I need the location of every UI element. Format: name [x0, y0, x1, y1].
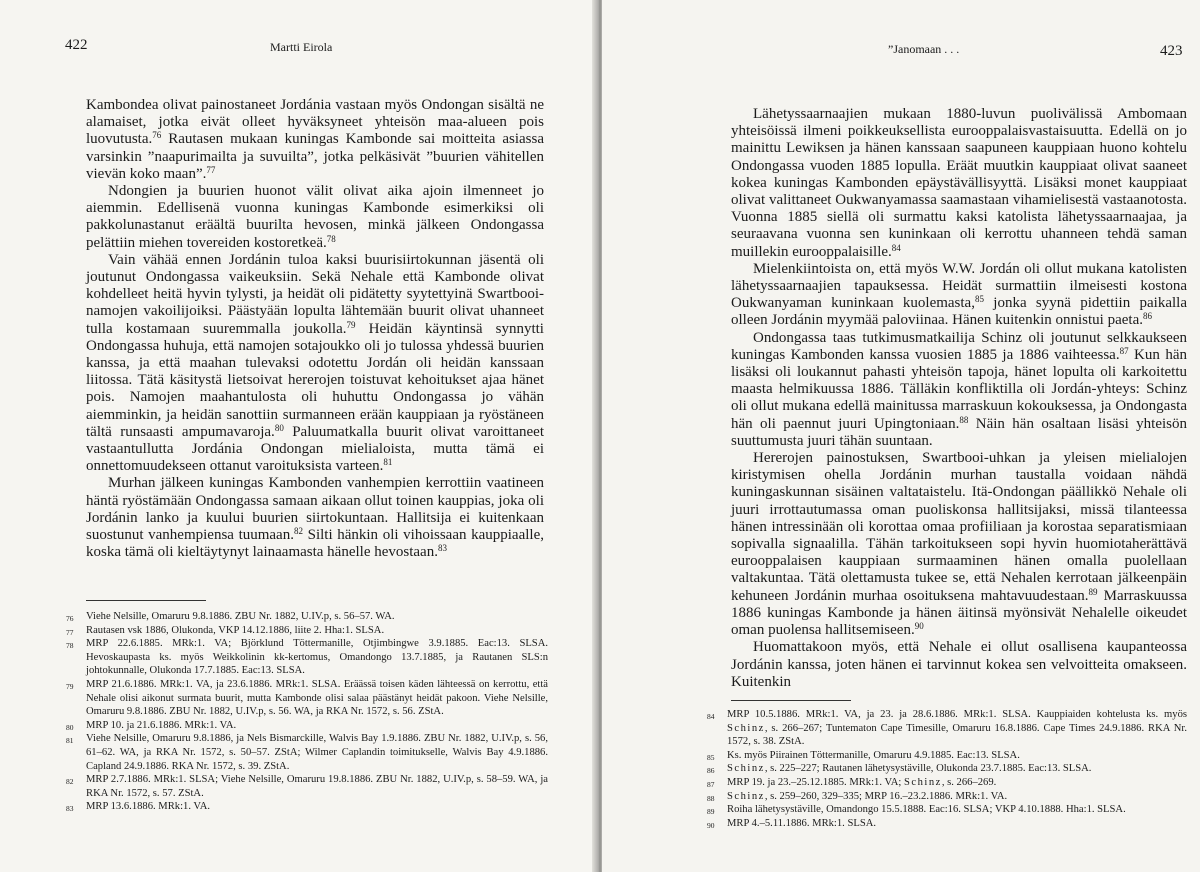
text-run: Paluumatkalla buurit olivat varoittaneet vastaantullutta Jordánia Ondongan mielialoista, mutta tämä ei onnettomuudekseen ottanut varoituksista varteen. [86, 423, 544, 475]
footnote [66, 719, 548, 733]
footnote-ref: 85 [974, 294, 984, 305]
footnote-number: 78 [66, 641, 74, 651]
footnote-ref: 80 [274, 422, 284, 433]
footnote [707, 749, 1187, 763]
running-head: Martti Eirola [270, 40, 333, 54]
paragraph [731, 330, 1187, 450]
paragraph [731, 450, 1187, 639]
text-run: Viehe Nelsille, Omaruru 9.8.1886, ja Nels Bismarckille, Walvis Bay 1.9.1886. ZBU Nr. 1882, U.IV.p, s. 56, 61–62. WA, ja RKA Nr. 1572, s. 50–57. ZStA; Wilmer Caplandin toimitukselle, Walvis Bay 4.9.1886. Capland 24.9.1886. RKA Nr. 1572, s. 39. ZStA. [86, 733, 548, 772]
text-run: MRP 22.6.1885. MRk:1. VA; Björklund Töttermanille, Otjimbingwe 3.9.1885. Eac:13. SLSA. Hevoskaupasta ks. myös Weikkolinin kk-kertomus, Omandongo 13.7.1885, ja Rautanen SLS:n johtokunnalle, Olukonda 17.7.1885. Eac:13. SLSA. [86, 638, 548, 677]
footnote-number: 82 [66, 777, 74, 787]
footnote [707, 817, 1187, 831]
text-run: , s. 225–227; Rautanen lähetysystäville, Olukonda 23.7.1885. Eac:13. SLSA. [764, 763, 1092, 775]
paragraph [86, 97, 544, 183]
text-run: Lähetyssaarnaajien mukaan 1880-luvun puolivälissä Ambomaan yhteisöissä ilmeni poikkeuksellista eurooppalaisvastaisuutta. Edellä on jo mainittu Lewiksen ja hänen kanssaan saapuneen kauppiaan huono kohtelu Ondongassa vuoden 1885 lopulla. Eräät muutkin kauppiaat olivat saaneet kokea kuningas Kambonden epäystävällisyyttä. Lisäksi monet kauppiaat olivat valittaneet Oukwanyamassa saamastaan vihamielisestä vastaanotosta. Vuonna 1885 siellä oli surmattu kaksi katolista lähetyssaarnaajaa, ja seuraavana vuonna sen kuninkaan oli kerrottu uhanneen tehdä saman muillekin eurooppalaisille. [731, 106, 1187, 260]
text-run: MRP 2.7.1886. MRk:1. SLSA; Viehe Nelsille, Omaruru 19.8.1886. ZBU Nr. 1882, U.IV.p, s. 58–59. WA, ja RKA Nr. 1572, s. 57. ZStA. [86, 774, 548, 799]
footnote-ref: 89 [1088, 586, 1098, 597]
footnote-ref: 76 [152, 130, 162, 141]
footnote-ref: 87 [1119, 345, 1129, 356]
footnote-number: 80 [66, 722, 74, 732]
text-run: Viehe Nelsille, Omaruru 9.8.1886. ZBU Nr. 1882, U.IV.p, s. 56–57. WA. [86, 611, 395, 622]
text-run: Murhan jälkeen kuningas Kambonden vanhempien kerrottiin vaatineen häntä ryöstämään Ondongassa samaan aikaan ollut toinen kauppias, joka oli Jordánin lanko ja kuului buurien siirtokuntaan. Hallitsija ei kuitenkaan suostunut vanhempiensa tuumaan. [86, 475, 544, 544]
footnotes [66, 610, 548, 814]
footnote-number: 77 [66, 627, 74, 637]
footnote-ref: 81 [383, 457, 393, 468]
text-run: MRP 10.5.1886. MRk:1. VA, ja 23. ja 28.6.1886. MRk:1. SLSA. Kauppiaiden kohtelusta ks. myös [727, 709, 1187, 720]
text-run: Marraskuussa 1886 kuningas Kambonde ja hänen äitinsä myönsivät Nehalelle oikeudet oman puolensa hallitsemiseen. [731, 587, 1187, 639]
footnote [66, 800, 548, 814]
left-page [0, 0, 598, 872]
footnote [707, 708, 1187, 749]
text-run: MRP 21.6.1886. MRk:1. VA, ja 23.6.1886. MRk:1. SLSA. Eräässä toisen käden lähteessä on kerrottu, että Nehale olisi aikonut surmata buurit, mutta Kambonde olisi salaa päästänyt heidät pakoon. Viehe Nelsille, Omaruru 9.8.1886. ZBU Nr. 1882, U.IV.p, s. 56. WA, ja RKA Nr. 1572, s. 56. ZStA. [86, 678, 548, 718]
footnote-number: 88 [707, 793, 715, 803]
author-name: Schinz [727, 722, 765, 734]
text-run: Ndongien ja buurien huonot välit olivat aika ajoin ilmenneet jo aiemmin. Edellisenä vuonna kuningas Kambonde esimerkiksi oli pakkolunastanut eräältä buurilta hevosen, minkä jälkeen Ondongassa pelättiin miehen tovereiden kostoretkeä. [86, 183, 544, 251]
text-run: Kambondea olivat painostaneet Jordánia vastaan myös Ondongan sisältä ne alamaiset, jotka eivät olleet hyväksyneet yhteisön maa-alueen pois luovutusta. [86, 97, 544, 148]
text-run: MRP 4.–5.11.1886. MRk:1. SLSA. [727, 817, 877, 829]
footnote-ref: 82 [293, 526, 303, 537]
footnote-rule [731, 700, 851, 701]
text-run: Rautasen mukaan kuningas Kambonde sai moitteita asiassa varsinkin ”naapurimailta ja suvuilta”, jotka pelkäsivät ”buurien vähitellen vievän koko maan”. [86, 131, 544, 182]
text-run: Näin hän osaltaan lisäsi yhteisön suuttumusta juuri tähän suuntaan. [731, 415, 1187, 449]
footnotes [707, 708, 1187, 830]
text-run: Hererojen painostuksen, Swartbooi-uhkan ja yleisen mielialojen kiristymisen ohella Jordánin murhan taustalla voidaan nähdä kuningaskunnan sisäinen valtataistelu. Itä-Ondongan päällikkö Nehale oli juuri irrottautumassa oman puoliskonsa hallitsijaksi, missä tilanteessa hänen intressinään oli korottaa omaa profiiliaan ja korostaa separatismiaan sopivalla signaalilla. Tähän tarkoitukseen sopi hyvin huomiotaherättävä eurooppalaisen kauppiaan surmaaminen hänen omalla puolellaan valtakuntaa. Tätä olettamusta tukee se, että Nehalen kerrotaan jälkeenpäin kehuneen Jordánin murhaa osoituksena mahtavuudestaan. [731, 450, 1187, 604]
footnote-ref: 77 [206, 164, 216, 175]
footnote-number: 81 [66, 736, 74, 746]
text-run: Ks. myös Piirainen Töttermanille, Omaruru 4.9.1885. Eac:13. SLSA. [727, 749, 1020, 761]
text-run: Rautasen vsk 1886, Olukonda, VKP 14.12.1886, liite 2. Hha:1. SLSA. [86, 624, 385, 636]
paragraph [731, 639, 1187, 691]
text-run: MRP 10. ja 21.6.1886. MRk:1. VA. [86, 719, 237, 731]
footnote-number: 79 [66, 681, 74, 691]
text-run: Ondongassa taas tutkimusmatkailija Schinz oli joutunut selkkaukseen kuningas Kambonden kanssa vuosien 1885 ja 1886 vaihteessa. [731, 329, 1187, 363]
footnote-number: 85 [707, 752, 715, 762]
text-run: MRP 13.6.1886. MRk:1. VA. [86, 801, 211, 813]
author-name: Schinz [727, 790, 765, 802]
footnote [66, 637, 548, 678]
text-run: Kun hän lisäksi oli loukannut pahasti yhteisön tapoja, hänet lopulta oli karkoitettu maasta helmikuussa 1886. Tälläkin konfliktilla oli Jordán-yhteys: Schinz oli ollut mukana edellä mainitussa marraskuun kokouksessa, ja Ondongasta hän oli paennut juuri Upingtoniaan. [731, 346, 1187, 432]
footnote-ref: 90 [914, 621, 924, 632]
footnote-number: 84 [707, 712, 715, 721]
text-run: MRP 19. ja 23.–25.12.1885. MRk:1. VA; [727, 776, 904, 788]
paragraph [86, 475, 544, 561]
author-name: Schinz [903, 776, 942, 788]
footnote-ref: 88 [959, 414, 969, 425]
author-name: Schinz [727, 763, 765, 775]
footnote-number: 87 [707, 779, 715, 789]
footnote-number: 90 [707, 820, 715, 830]
text-run: , s. 266–269. [941, 776, 997, 788]
page-number: 423 [1160, 43, 1183, 59]
footnote [66, 624, 548, 638]
footnote [66, 773, 548, 800]
text-run: Silti hänkin oli vihoissaan kauppiaalle, koska tämä oli kieltäytynyt lainaamasta hänelle hevostaan. [86, 527, 544, 561]
text-run: , s. 259–260, 329–335; MRP 16.–23.2.1886. MRk:1. VA. [764, 790, 1008, 802]
footnote-ref: 84 [891, 242, 901, 253]
text-run: Roiha lähetysystäville, Omandongo 15.5.1888. Eac:16. SLSA; VKP 4.10.1888. Hha:1. SLSA. [727, 804, 1126, 816]
footnote [707, 776, 1187, 790]
body-text [86, 97, 544, 561]
paragraph [86, 183, 544, 252]
footnote-ref: 86 [1142, 311, 1152, 322]
footnote [66, 610, 548, 624]
paragraph [86, 252, 544, 476]
text-run: Mielenkiintoista on, että myös W.W. Jordán oli ollut mukana katolisten lähetyssaarnaajien tapauksessa. Heidät surmattiin ilmeisesti kostona Oukwanyaman kuninkaan kuolemasta, [731, 260, 1187, 312]
text-run: jonka syynä pidettiin paikalla olleen Jordánin myymää paloviinaa. Hänen kuitenkin onnistui paeta. [731, 295, 1187, 329]
footnote-number: 76 [66, 614, 74, 623]
footnote-number: 86 [707, 766, 715, 776]
footnote [707, 803, 1187, 817]
running-head: ”Janomaan . . . [888, 42, 960, 56]
footnote [707, 790, 1187, 804]
text-run: Heidän käyntinsä synnytti Ondongassa huhuja, että namojen sotajoukko oli jo tulossa yhdessä buurien kanssa, ja että maahan tulevaksi odotettu Jordán oli heidän kanssaan liitossa. Tätä käsitystä lietsoivat hererojen toistuvat kehoitukset ajaa hänet pois. Namojen maahantulosta oli huhuttu Ondongassa jo vähän aiemminkin, ja heidän sanottiin surmanneen erään kauppiaan ja ryöstäneen tältä runsaasti ampumavaroja. [86, 320, 544, 440]
footnote [707, 762, 1187, 776]
paragraph [731, 261, 1187, 330]
footnote [66, 732, 548, 773]
footnote-number: 83 [66, 804, 74, 814]
text-run: Vain vähää ennen Jordánin tuloa kaksi buurisiirtokunnan jäsentä oli joutunut Ondongassa vaikeuksiin. Sekä Nehale että Kambonde olivat kohdelleet heitä hyvin tylysti, ja heidät oli pidätetty syytettyinä Swartbooi-namojen vakoilijoiksi. Päästyään lopulta lähtemään buurit olivat uhanneet tulla kostamaan suuremmalla joukolla. [86, 251, 544, 337]
page-number: 422 [65, 37, 88, 53]
footnote-ref: 78 [326, 233, 336, 244]
paragraph [731, 106, 1187, 261]
footnote-ref: 79 [346, 319, 356, 330]
footnote [66, 678, 548, 719]
footnote-ref: 83 [437, 543, 447, 554]
text-run: Huomattakoon myös, että Nehale ei ollut osallisena kaupanteossa Jordánin kanssa, joten hänen ei tarvinnut kokea sen velvoitteita omakseen. Kuitenkin [731, 639, 1187, 690]
right-page [602, 0, 1200, 872]
footnote-rule [86, 600, 206, 601]
text-run: , s. 266–267; Tuntematon Cape Timesille, Omaruru 16.8.1886. Cape Times 24.9.1886. RKA Nr. 1572, s. 38. ZStA. [727, 722, 1187, 748]
body-text [731, 106, 1187, 691]
footnote-number: 89 [707, 807, 715, 817]
